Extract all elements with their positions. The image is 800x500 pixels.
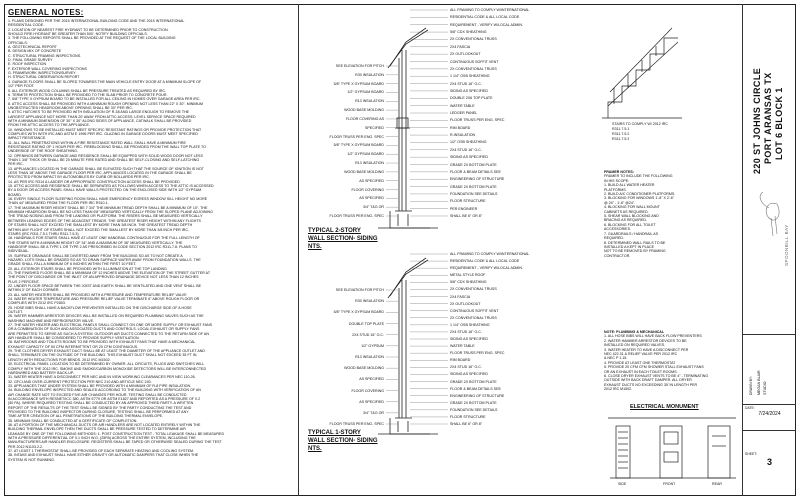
note-line: C. STRUCTURAL FRAMING INSPECTIONS.: [8, 53, 82, 58]
note-line: (50 PA). WHERE REQUIRED TESTING SHALL BE CONDUCTED BY AN APPROVED THIRD PARTY. A WRITTEN: [8, 401, 194, 406]
note-line: THE STAIRS WITH A MINIMUM HEIGHT OF 34" AND A MAXIMUM OF 38" MEASURED VERTICALLY. THE: [8, 240, 183, 245]
two-story-section-graphic: [378, 28, 438, 228]
note-line: FROM THE ATTIC ACCESS TO THE APPLIANCE.: [8, 123, 90, 128]
note-line: 35. MINIMUM SHALL BE CONDUCTED AT A CERTIFICATE OF COMPLETION.: [8, 418, 138, 423]
note-line: 26. WATER HAMMER ARRESTOR DEVICES WILL BE INSTALLED ON REQUIRED PLUMBING VALVES SUCH AS THE: [8, 314, 204, 319]
plumbing-notes-title: NOTE: PLUMBING & MECHANICAL: [604, 330, 665, 334]
spoonbill-logo-icon: [760, 192, 779, 236]
note-line: OUTSIDE WITH BACK DRAFT DAMPER. ALL DRYER: [604, 378, 692, 383]
plumbing-notes-list: [604, 334, 742, 391]
note-line: TIME AFTER CREATION OF ALL PENETRATIONS OF THE BUILDING THERMAL ENVELOPE.: [8, 414, 164, 419]
section-label: ALL FRAMING TO COMPLY W/INTERNATIONAL: [450, 8, 530, 12]
note-line: 24. WATER HEATER TEMPERATURE AND PRESSURE RELIEF VALVE TERMINATE 6" ABOVE ROUGH FLOOR OR: [8, 297, 200, 301]
note-line: PER IRC.: [8, 162, 24, 167]
project-address: 220 ST JOHNS CIRCLE: [752, 67, 762, 174]
note-line: 1. ALL HOSE BIBS WILL HAVE BACK FLOW PREVENTERS: [604, 334, 702, 339]
section-label: GRADE 2X BOTTOM PLATE: [450, 162, 497, 167]
note-line: 2. LOCATION OF NEAREST FIRE HYDRANT TO BE DETERMINED PRIOR TO CONSTRUCTION.: [8, 27, 169, 32]
section-label: 1 1/4" OSB SHEATHING: [450, 322, 490, 327]
note-line: WITHIN 3' OF EACH CORNER.: [8, 288, 60, 293]
general-notes-title: GENERAL NOTES:: [8, 8, 84, 17]
section-label: 5/8" TYPE X GYPSUM BOARD: [333, 310, 384, 315]
section-label: FLOOR TRUSS PER ENG. SPEC: [450, 351, 505, 356]
two-story-title: TYPICAL 2-STORY: [308, 228, 361, 234]
note-line: 2. WATER HAMMER ARRESTOR DEVICES TO BE: [604, 338, 687, 343]
note-line: UNDERSIDE OF THE ROOF SHEATHING.: [8, 149, 78, 154]
note-line: IN ACCORDANCE WITH RESNET/ICC 380, ASTM E779 OR ASTM E1827 AND REPORTED AS A PRESSURE OF 0.2: [8, 396, 201, 401]
note-line: LENGTH WITH REDUCTIONS FOR BENDS. 2012 IRC M1502.: [8, 357, 111, 362]
note-line: 3. BLOCKING FOR WINDOWS 1'-8" X 2'-6": [604, 196, 675, 201]
note-line: EXHAUST DUCTS NO EXCEEDING 35' IN LENGTH PER: [604, 382, 698, 387]
note-line: 3. THE FOLLOWING REPORTS SHALL BE PROVIDED AT THE REQUEST OF THE LOCAL BUILDING: [8, 36, 176, 41]
note-line: 1/2" PER FOOT.: [8, 84, 35, 89]
section-label: DOUBLE TOP PLATE: [348, 321, 384, 326]
note-line: 28. BATHROOMS AND TOILETS ROOMS TO BE PROVIDED WITH EXHAUST FANS THAT HAVE A MECHANICAL: [8, 340, 196, 345]
note-line: HANDGRIP SHALL BE A TYPE 1 OR TYPE 2 AS PRESCRIBED IN CODE SECTION 2012 IRC R311.7.8. PLANS TO: [8, 244, 197, 249]
note-line: NEC 422.31 & RELIEF VALVE PER 2012 IRC: [604, 352, 678, 357]
section-label: RESIDENTIAL CODE & ALL LOCAL CODE: [450, 15, 520, 20]
section-label: 1 1/4" OSB SHEATHING: [450, 74, 490, 79]
date-cell: [743, 404, 796, 430]
section-label: LEDGER PANEL: [450, 111, 478, 115]
note-line: COMPLIES WITH WITH IRC AND ASTM E 1996 PER IRC. GLAZING IN GARAGE DOORS MUST MEET SPECIFIED: [8, 131, 198, 136]
section-label: FOUNDATION SEE DETAILS: [450, 407, 498, 412]
section-label: FLOOR STRUCTURE: [450, 414, 486, 419]
note-line: 5. SHEAR WALL BLOCKING AND: [604, 214, 659, 219]
note-line: 6. BLOCKING FOR ALL TOILET: [604, 222, 656, 227]
drawn-by-name: MEGAN BLAIR: [757, 370, 761, 395]
note-line: 5. ALL EXTERIOR WOOD COLUMNS SHALL BE PRESSURE TREATED AS REQUIRED BY IRC.: [8, 88, 167, 93]
note-line: AIR CHANGE RATE NOT TO EXCEED FIVE AIR CHANGES PER HOUR. TESTING SHALL BE CONDUCTED: [8, 392, 187, 397]
section-label: 5/8" CDX SHEATHING: [450, 280, 487, 285]
sheet-cell: [743, 430, 796, 496]
note-line: OR AN EXHAUST IN EACH TOILET ROOMS.: [604, 369, 678, 374]
note-line: AIR HANDLER SHALL BE CONSIDERED TO PROVIDE SUPPLY VENTILATION.: [8, 336, 140, 341]
note-line: BOARD.: [8, 192, 22, 197]
label-leaders: [386, 10, 448, 424]
date-label: DATE:: [745, 406, 755, 410]
note-line: 12. OPENINGS BETWEEN GARAGE AND RESIDENCE SHALL BE EQUIPPED WITH SOLID WOOD DOOR NOT LESS: [8, 153, 203, 158]
note-line: UNOBSTRUCTED HEADROOM ABOVE OPENING SHALL BE 30" PER IRC.: [8, 105, 133, 110]
section-label: PER ENGINEER: [450, 206, 478, 211]
note-line: LARGEST APPLIANCE NOT MORE THAN 20' AWAY FROM ATTIC ACCESS. LEVEL SERVICE SPACE REQUIRED: [8, 114, 196, 119]
note-line: & NEC P 1.15.: [604, 356, 628, 361]
note-line: RESISTANCE RATING OF 1 HOUR PER IRC. FIREBLOCKING SHALL BE PROVIDED FROM THE WALL TOP PLATE TO: [8, 144, 206, 149]
section-label: CONTINUOUS SOFFIT VENT: [450, 308, 499, 313]
note-line: INSTALLED ON REQUIRED VALVES.: [604, 343, 666, 348]
note-line: BY A DOOR OR ACCESS PANEL SHALL HAVE WALLS PROTECTED ON THE ENCLOSED SIDE WITH 1/2" GYPSUM: [8, 188, 202, 193]
note-line: A. GEOTECHNICAL REPORT: [8, 45, 57, 50]
section-label: CONTINUOUS SOFFIT VENT: [450, 59, 499, 64]
stair-code-1: R311.7.5.1: [612, 127, 630, 131]
note-line: OUTLET.: [8, 310, 23, 315]
section-label: ENGINEERING OF STRUCTURE: [450, 393, 505, 398]
note-line: 8. ATTIC ACCESS SHALL BE PROVIDED WITH A MINIMUM ROUGH OPENING NOT LESS THAN 22" X 30". MINIMUM: [8, 101, 204, 106]
note-line: IMPACT RESISTANCE.: [8, 136, 47, 141]
drawn-by-label: DRAWN BY:: [749, 376, 753, 395]
section-label: 2X4 FASCIA: [450, 44, 471, 49]
section-label: 2X CONVENTIONAL TRUSS: [450, 66, 497, 71]
note-line: THE POINT OF DISCHARGE OR THE INLET OF AN APPROVED DRAINAGE DEVICE NOT LESS THAN 12 INCHES: [8, 275, 199, 280]
section-label: FLOOR COVERING: [351, 388, 384, 393]
note-line: OR A COMBINATION OF SUCH AND ASSOCIATED DUCTS AND CONTROLS. LOCAL EXHAUST OR SUPPLY FANS: [8, 327, 200, 332]
section-label: RESIDENTIAL CODE & ALL LOCAL CODE: [450, 259, 520, 264]
section-label: R30 INSULATION: [355, 72, 384, 77]
section-label: METAL STYLE ROOF: [450, 273, 486, 278]
note-line: 20. ALL EXTERIOR STAIRS SHALL BE PROVIDED WITH ILLUMINATION AT THE TOP LANDING: [8, 266, 167, 271]
wall-sections: [298, 6, 598, 494]
note-line: RESIDENTIAL CODE.: [8, 23, 45, 28]
section-label: REQUIREMENT - VERIFY W/LOCAL ADMIN.: [450, 22, 524, 27]
note-line: WITH A PRESSURE DIFFERENTIAL OF 0.1 INCH W.G. (25PA) ACROSS THE ENTIRE SYSTEM, INCLUDING THE: [8, 436, 196, 440]
section-label: GRADE 2X BOTTOM PLATE: [450, 400, 497, 405]
section-label: 2X CONVENTIONAL TRUSS: [450, 37, 497, 42]
general-notes: [8, 8, 296, 488]
section-label: 3/4" T&G OR: [363, 410, 384, 415]
note-line: 36. AT A PORTION OF THE MECHANICAL DUCTS OR AIR HANDLERS ARE NOT LOCATED ENTIRELY WITHIN THE: [8, 422, 201, 427]
section-label: ENGINEERING OF STRUCTURE: [450, 177, 505, 182]
note-line: 32. GFCI AND OVER-CURRENT PROTECTION PER NEC 210 AND ARTICLE NEC 240.: [8, 379, 152, 384]
section-label: FLOOR TRUSS PER ENG. SPEC: [329, 422, 384, 426]
title-block: [743, 4, 796, 496]
note-line: F. EXTERIOR WALL COVERING INSPECTIONS: [8, 66, 87, 71]
note-line: 11. ALL WALL PENETRATIONS WITHIN A FIRE RESISTANCE RATED WALL SHALL HAVE A MINIMUM FIRE: [8, 140, 186, 145]
monument-rear-label: REAR: [712, 482, 722, 486]
note-line: 6. CLOSE DRYER EXHAUST VENTS TO BE 4" - TERMINATING: [604, 374, 709, 379]
note-line: 14. AS PER IRC R314 A LADDER OR APPROPRIATE CONSTRUCTION ACCESS SHALL BE PROVIDED: [8, 179, 180, 184]
note-line: 2012 IRC M1502.: [604, 387, 633, 392]
section-label: SIDING AS SPECIFIED: [450, 372, 488, 377]
note-line: 22. UNDER FLOOR SPACE BETWEEN THE JOIST AND EARTH SHALL BE VENTILATED AND ONE VENT SHALL BE: [8, 283, 202, 288]
note-line: D. FINAL GRADE SURVEY: [8, 58, 53, 63]
project-lot: LOT 6 BLOCK 1: [774, 87, 784, 160]
note-line: PROTECTED FROM IMPACT BY AUTOMOBILES BY CURB OR BOLLARDS PER IRC.: [8, 175, 150, 180]
section-label: 1/2" GYPSUM BOARD: [347, 152, 384, 157]
note-line: 34. BUILDING ENVELOPE INSPECTED AND SEALED ACCORDING TO THE BUILDING WITH VERIFICATION OF AN: [8, 388, 201, 393]
note-line: PLUS 2 PERCENT.: [8, 279, 40, 284]
note-line: 9. ATTIC HATCHES TO BE PROVIDED WITH INSULATION OF R-38 AND LARGE ENOUGH TO REMOVE THE: [8, 110, 190, 115]
section-label: 3/4" T&G OR: [363, 205, 384, 210]
section-label: FLOOR TRUSS PER ENG. SPEC: [329, 214, 384, 218]
note-line: 37. AT LEAST 1 THERMOSTAT SHALL BE PROVIDED OF EACH SEPARATE HEATING AND COOLING SYSTEM.: [8, 449, 195, 454]
section-label: 2X4 STUD 16" O.C.: [352, 332, 384, 337]
section-label: SEE ELEVATION FOR PITCH: [335, 288, 384, 292]
note-line: SHOULD FIRE HYDRANT BE GREATER THAN 500', NOTIFY BUILDING OFFICIALS.: [8, 32, 148, 37]
general-notes-list: [8, 19, 296, 462]
note-line: 13. APPLIANCES LOCATED IN THE GARAGE SHALL BE ELEVATED SUCH THAT THE SOURCE OF IGNITION IS NOT: [8, 166, 204, 171]
note-line: G. FRAMEWORK INSPECTION/SURVEY: [8, 71, 76, 76]
note-line: GRADE SHALL FALL A MINIMUM OF 6 INCHES WITHIN THE FIRST 10 FEET.: [8, 262, 137, 267]
one-story-scale: NTS.: [308, 446, 322, 452]
sheet-number: 3: [766, 457, 772, 467]
note-line: 10. WINDOWS TO BE INSTALLED MUST MEET SPECIFIC RESISTANT RATINGS OR PROVIDE PROTECTION THAT: [8, 127, 202, 132]
section-label: 2X4 FASCIA: [450, 294, 471, 299]
note-line: THE TREAD NOSING AND FROM THE LANDING OR PLATFORM. THE RISERS SHALL BE MEASURED VERTICALLY: [8, 214, 203, 219]
section-label: R13 INSULATION: [355, 355, 384, 359]
note-line: PLATFORMS.: [604, 187, 627, 192]
sheet-label: SHEET:: [745, 452, 757, 456]
note-line: IN HIS SCOPE:: [604, 178, 630, 183]
two-story-scale: NTS.: [308, 244, 322, 250]
section-label: AS SPECIFIED: [359, 399, 384, 404]
section-label: FLOOR STRUCTURE: [450, 199, 486, 204]
section-label: 2X OUTLOOKOUT: [450, 301, 481, 306]
note-line: REPORT OF THE RESULTS OF THE TEST SHALL BE SIGNED BY THE PARTY CONDUCTING THE TEST AND: [8, 405, 192, 410]
note-line: COMPLIES WITH 2012 IRC P2803.: [8, 301, 66, 306]
section-label: 1/2" GYPSUM: [361, 343, 384, 348]
note-line: 2. BUILD A/C CONDITIONER PLATFORMS.: [604, 192, 676, 197]
note-line: STAIRS (IRC R311.7.5.1 THRU R311.7.5.3): [8, 231, 79, 236]
framer-notes-title: FRAMER NOTES:: [604, 170, 634, 174]
section-label: FLOOR TRUSS PER ENG. SPEC: [329, 134, 384, 139]
section-label: 5/8" TYPE X GYPSUM BOARD: [333, 81, 384, 86]
note-line: 30. ELECTRICAL PANEL LOCATION TO BE DETERMINED BY OWNER. ALL CIRCUITS, PLUGS AND SWITCHES WILL: [8, 362, 205, 367]
note-line: SHALL TERMINATE ON THE OUTSIDE OF THE BUILDING. THIS EXHAUST DUCT SHALL NOT EXCEED 35 FT IN: [8, 353, 197, 358]
section-label: 2X OUTLOOKOUT: [450, 52, 481, 57]
section-label: FOUNDATION SEE DETAILS: [450, 191, 498, 196]
note-line: OFFICIALS:: [8, 40, 28, 45]
note-line: REQUIRED.: [604, 236, 624, 241]
framer-notes: [604, 170, 700, 258]
note-line: 1. PLANS DESIGNED PER THE 2015 INTERNATIONAL BUILDING CODE AND THE 2015 INTERNATIONAL: [8, 19, 185, 23]
note-line: BRACING AS REQUIRED.: [604, 218, 647, 223]
section-label: 2X4 STUD 16" O.C.: [450, 365, 482, 370]
section-label: R30 INSULATION: [355, 299, 384, 304]
note-line: ARE PERMITTED TO SERVE AS SUCH A SYSTEM. OUTDOOR AIR DUCTS CONNECTED TO THE RETURN SIDE OF AN: [8, 331, 209, 336]
section-label: FLOOR & BEAM DETAILS SEE: [450, 169, 501, 174]
note-line: PER 2012 N1103.2.2.: [8, 444, 44, 449]
note-line: EXHAUST CAPACITY OF 50 CFM INTERMITTENT OR 20 CFM CONTINUOUS.: [8, 344, 139, 349]
note-line: WITH A MINIMUM DIMENSION OF 30" X 30" ALONG SIDES OF APPLIANCE. CATWALK SHALL BE PROVIDED: [8, 118, 192, 123]
section-label: RIM BOARD: [450, 125, 471, 130]
section-label: ALL FRAMING TO COMPLY W/INTERNATIONAL: [450, 252, 530, 256]
section-label: WATER TABLE: [450, 344, 475, 349]
section-label: R13 INSULATION: [355, 99, 384, 104]
two-story-subtitle: WALL SECTION- SIDING: [308, 236, 378, 242]
section-label: WOOD BASE MOLDING: [344, 366, 384, 371]
section-label: SPECIFIED: [365, 125, 384, 130]
section-label: AS SPECIFIED: [359, 377, 384, 382]
section-label: AS SPECIFIED: [359, 196, 384, 201]
note-line: HAZARD. LOTS SHALL BE GRADED SO AS TO DRAIN SURFACE WATER AWAY FROM FOUNDATION WALLS. THE: [8, 257, 201, 262]
note-line: 7. 5/8" TYPE X GYPSUM BOARD TO BE INSTALLED FOR ALL CEILING IN HOMES OVER GARAGE AREA PER IRC.: [8, 97, 201, 102]
date-value: 7/24/2024: [758, 411, 781, 417]
note-line: 15. ATTIC ACCESS AND RESIDENCE SHALL BE SEPARATED AS FOLLOWS WHEN ACCESS TO THE ATTIC IS ACCESSED: [8, 184, 214, 189]
note-line: COMPLY WITH THE 2012 IRC. SMOKE AND SMOKE/CARBON MONOXIDE DETECTORS WILL BE INTERCONNECTED: [8, 366, 207, 371]
stair-code-2: R311.7.5.2: [612, 132, 630, 136]
note-line: 4. GARAGE FLOORS SHALL BE SLOPED TOWARDS THE MAIN VEHICLE ENTRY DOOR AT A MINIMUM SLOPE OF: [8, 79, 202, 84]
one-story-title: TYPICAL 1-STORY: [308, 430, 361, 436]
note-line: LEAKAGE BY ONE OF THE FOLLOWING METHODS: 1. POST CONSTRUCTION TEST - TOTAL LEAKAGE SHALL BE MEASURED: [8, 431, 225, 436]
note-line: THAN 1 3/8" THICK OR SHALL BE 20 MINUTE FIRE RATED AND SHALL BE SELF-CLOSING AND SELF-LATCHING: [8, 158, 200, 162]
electrical-monument-title: ELECTRICAL MONUMENT: [630, 404, 699, 410]
note-line: 8. DETERMINED WALL RAILS TO BE: [604, 240, 666, 245]
note-line: 29. THE CLOTHES DRYER EXHAUST DUCT SHALL BE AT LEAST THE DIAMETER OF THE APPLIANCE OUTLET AND: [8, 349, 205, 354]
section-label: SIDING AS SPECIFIED: [450, 88, 488, 93]
project-city: PORT ARANSAS TX: [763, 72, 773, 164]
section-label: FLOOR COVERING: [351, 187, 384, 192]
note-line: CONTRACTOR.: [604, 253, 631, 258]
section-label: R-INSULATION: [450, 133, 476, 138]
section-label: FLOOR COVERING AS: [345, 116, 384, 121]
note-line: FRAMER TO INCLUDE THE FOLLOWING: [604, 174, 673, 179]
section-label: R13 INSULATION: [355, 161, 384, 166]
note-line: SYSTEM IS NOT RUNNING.: [8, 457, 55, 462]
section-label: AS SPECIFIED: [359, 178, 384, 183]
note-line: 16. EVERY SINGLE FLOOR SLEEPING ROOM SHALL HAVE EMERGENCY EGRESS WINDOW SILL HEIGHT NO MORE: [8, 197, 208, 202]
note-line: INSTALLED A KEPT IN PLACE: [604, 244, 654, 249]
wall-section-drawings: [298, 6, 598, 494]
section-label: GRADE 2X BOTTOM PLATE: [450, 379, 497, 384]
note-line: WASHING MACHINE AND REFRIGERATOR VALVE.: [8, 318, 95, 323]
section-label: RIM BOARD: [450, 358, 471, 363]
note-line: 25. HOSE BIBS SHALL HAVE A BACKFLOW PREVENTER INSTALLED ON THE DISCHARGE SIDE OF A HOSE: [8, 305, 192, 310]
section-label: WATER TABLE: [450, 103, 475, 108]
section-label: 2X CONVENTIONAL TRUSS: [450, 287, 497, 292]
stair-detail-graphic: [602, 28, 682, 118]
section-label: REQUIREMENT - VERIFY W/LOCAL ADMIN.: [450, 266, 524, 271]
note-line: 3. WATER HEATER TO HAVE A DISCONNECT PER: [604, 347, 689, 352]
note-line: E. ROOF INSPECTION: [8, 62, 47, 67]
section-label: SIDING AS SPECIFIED: [450, 155, 488, 160]
section-label: GRADE 2X BOTTOM PLATE: [450, 184, 497, 189]
plumbing-notes: [604, 330, 742, 392]
section-label: WOOD BASE MOLDING: [344, 169, 384, 174]
section-label: 2X4 STUD 16" O.C.: [450, 329, 482, 334]
one-story-subtitle: WALL SECTION- SIDING: [308, 438, 378, 444]
section-label: SHALL BE 6" OR 8": [450, 422, 482, 426]
stair-code-3: R311.7.5.3: [612, 137, 630, 141]
note-line: 5. PROVIDE 20 CFM CFM SHOWER STALL EXHAUST FANS: [604, 365, 704, 370]
section-label: DOUBLE 2X6 TOP PLATE: [450, 96, 493, 101]
company-name: SPOONBILL BAY: [784, 224, 789, 266]
stair-caption: STAIRS TO COMPLY W/ 2012 IRC: [612, 122, 668, 126]
note-line: MANUFACTURERS AIR HANDLER ENCLOSURE. REGISTERS SHALL BE TAPED OR OTHERWISE SEALED DURING THE TEST: [8, 440, 222, 445]
note-line: BUILDING THERMAL ENVELOPE THEN THE DUCTS SHALL BE PRESSURE TESTED TO DETERMINE AIR: [8, 427, 186, 432]
section-label: FLOOR TRUSS PER ENG. SPEC: [450, 118, 505, 123]
note-line: MINIMUM HEADROOM SHALL BE NO LESS THAN 6'8" MEASURED VERTICALLY FROM THE SLOPED PLANE ADJOINING: [8, 210, 213, 215]
drawn-by-studio: STUDIO: [763, 381, 767, 395]
note-line: B. DESIGN MIX OF CONCRETE: [8, 49, 62, 54]
section-label: 5/8" CDX SHEATHING: [450, 30, 487, 35]
section-label: 2X4 STUD 16" O.C.: [450, 147, 482, 152]
note-line: LESS THAN 18" ABOVE THE GARAGE FLOOR PER IRC. APPLIANCES LOCATED IN THE GARAGE SHALL BE: [8, 171, 192, 176]
section-label: 1/2" OSB SHEATHING: [450, 140, 487, 145]
section-label: SIDING AS SPECIFIED: [450, 337, 488, 341]
note-line: BETWEEN LEADING EDGES OF THE ADJACENT TREADS. THE GREATEST RISER HEIGHT WITHIN ANY FLIGHTS: [8, 218, 201, 223]
note-line: 27. THE WATER HEATER AND ELECTRICAL PANELS SHALL CONNECT ON ONE OR MORE SUPPLY OR EXHAUST FANS: [8, 323, 213, 328]
section-label: 1/2" GYPSUM BOARD: [347, 90, 384, 95]
note-line: 33. APPLIANCES THAT UNDER SYSTEM SHALL BE PROVIDED WITH A MINIMUM OF R-8 PIPE INSULATION.: [8, 383, 192, 388]
section-label: WOOD BASE MOLDING: [344, 108, 384, 113]
note-line: CABINETS AS REQUIRED.: [604, 209, 649, 214]
section-label: 5/8" TYPE X GYPSUM BOARD: [333, 143, 384, 148]
note-line: 38. INTAKE AND EXHAUST SHALL HAVE EITHER GRAVITY OR AUTOMATIC DAMPERS THAT CLOSE WHEN THE: [8, 453, 199, 458]
note-line: NOT TO BE REMOVED BY FRAMING: [604, 249, 666, 254]
note-line: 1. BUILD ALL WATER HEATER: [604, 183, 655, 188]
note-line: H. STRUCTURAL OBSERVATION REPORT: [8, 75, 80, 80]
note-line: INDIVIDUAL.: [8, 249, 30, 254]
note-line: 17. THE MAXIMUM RISER HEIGHT SHALL BE 7 3/4" THE MINIMUM TREAD DEPTH SHALL BE A MINIMUM OF 10". THE: [8, 205, 208, 210]
drawn-by-cell: [743, 334, 796, 404]
section-label: 2X CONVENTIONAL TRUSS: [450, 315, 497, 320]
section-label: SHALL BE 6" OR 8": [450, 214, 482, 218]
section-label: 2X4 STUD 16" O.C.: [450, 81, 482, 86]
note-line: 4. BLOCKING FOR WALL MOUNT: [604, 205, 660, 210]
note-line: @ 24" - 1'-6" @24".: [604, 200, 636, 205]
detail-column: [602, 6, 742, 494]
note-line: OF STAIRS SHALL NOT EXCEED THE SMALLEST BY MORE THAN 3/8 INCH. THE GREATEST TREAD DEPTH: [8, 223, 193, 228]
note-line: 23. ALL WATER HEATERS SHALL BE PROVIDED WITH A PRESSURE AND TEMPERATURE RELIEF VALVE: [8, 292, 187, 297]
note-line: 7. GUARDRAILS / HANDRAIL AS: [604, 231, 658, 236]
framer-notes-list: [604, 174, 700, 258]
note-line: 31. WATER HEATER HAVE A DISCONNECT PER NEC AND IN VIEW WORKING CLEARANCES PER NEC 110.26.: [8, 375, 196, 380]
monument-front-label: FRONT: [663, 482, 676, 486]
note-line: 6. TERMITE PROTECTION SHALL BE PROVIDED TO THE SLAB PRIOR TO CONCRETE POUR.: [8, 92, 168, 97]
note-line: 4. PROVIDE AT LEAST ONE THERMOSTAT: [604, 360, 676, 365]
note-line: WITHIN ANY FLIGHT OF STAIRS SHALL NOT EXCEED THE SMALLEST BY MORE THAN 3/8 INCH PER IRC.: [8, 227, 190, 232]
note-line: HARDWIRED AND BATTERY BACK-UP.: [8, 370, 74, 375]
note-line: ACCESSORIES.: [604, 227, 631, 232]
note-line: 18. HANDRAILS FOR STAIRS SHALL HAVE AT LEAST ONE HANDRAIL CONTINUOUS FOR THE FULL LENGTH OF: [8, 236, 200, 241]
monument-side-label: SIDE: [618, 482, 627, 486]
note-line: THAN 44" MEASURED FROM THE FLOOR PER IRC R310.1.: [8, 201, 109, 206]
section-label: SEE ELEVATION FOR PITCH: [335, 64, 384, 68]
note-line: PROVIDED TO THE BUILDING INSPECTOR DURING CLOSURE, TESTING SHALL BE PERFORMED AT ANY: [8, 409, 189, 414]
note-line: 21. THE FINISHED FLOOR SHALL BE A MINIMUM OF 12 INCHES ABOVE THE ELEVATION OF THE STREET GUTTER AT: [8, 270, 211, 275]
electrical-monument-graphic: [608, 418, 736, 478]
section-label: FLOOR & BEAM DETAILS SEE: [450, 386, 501, 391]
note-line: 19. SURFACE DRAINAGE SHALL BE DIVERTED AWAY FROM THE BUILDING SO AS TO NOT CREATE A: [8, 253, 183, 258]
